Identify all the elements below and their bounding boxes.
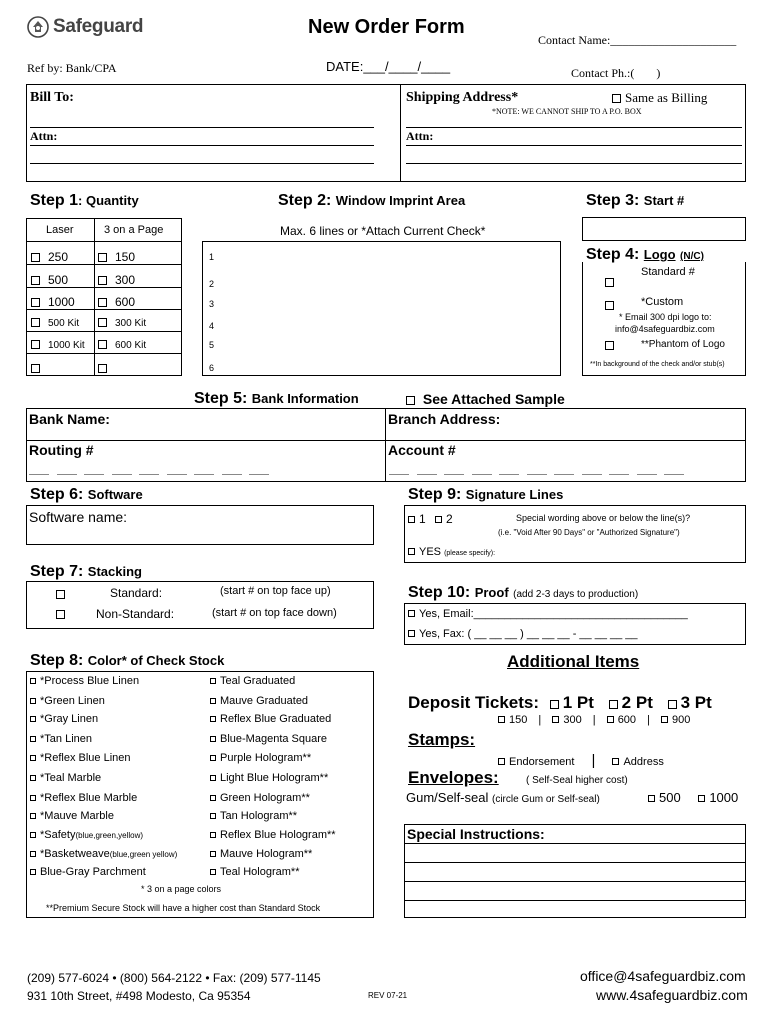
color-label: Purple Hologram** <box>220 752 312 764</box>
color-label: Mauve Graduated <box>220 695 309 707</box>
logo-text: Safeguard <box>53 16 144 37</box>
color-label: Light Blue Hologram** <box>220 772 329 784</box>
bank-info-box <box>26 408 746 482</box>
logo-standard-label: Standard # <box>641 266 695 278</box>
checkbox-icon[interactable] <box>30 775 36 781</box>
digit-blank[interactable] <box>112 474 132 475</box>
laser-option[interactable] <box>31 361 48 375</box>
three-page-qty: 300 Kit <box>115 318 147 329</box>
contact-phone-field[interactable] <box>571 66 660 81</box>
footer-rev: REV 07-21 <box>368 991 408 1000</box>
branch-address-label: Branch Address: <box>388 411 501 427</box>
step1-heading: Step 1: Quantity <box>30 192 139 209</box>
checkbox-icon[interactable] <box>56 590 65 599</box>
color-option[interactable] <box>210 752 311 764</box>
imprint-area-box[interactable] <box>202 241 561 376</box>
checkbox-icon[interactable] <box>210 795 216 801</box>
checkbox-icon[interactable] <box>210 832 216 838</box>
digit-blank[interactable] <box>554 474 574 475</box>
ship-attn-label: Attn: <box>406 129 434 143</box>
digit-blank[interactable] <box>249 474 269 475</box>
color-option[interactable] <box>30 810 114 822</box>
checkbox-icon[interactable] <box>98 340 107 349</box>
footer-web[interactable]: www.4safeguardbiz.com <box>596 987 748 1003</box>
row-divider <box>27 331 181 332</box>
imprint-line-number: 6 <box>209 363 215 373</box>
checkbox-icon[interactable] <box>98 276 107 285</box>
color-label: Mauve Hologram** <box>220 848 313 860</box>
three-page-option[interactable] <box>98 340 146 351</box>
same-as-billing-checkbox[interactable]: Same as Billing <box>612 90 707 106</box>
color-label: Green Hologram** <box>220 792 310 804</box>
footer-address: 931 10th Street, #498 Modesto, Ca 95354 <box>27 989 251 1003</box>
stacking-standard-label: Standard: <box>110 586 163 600</box>
contact-name-field[interactable]: Contact Name:_____________________ <box>538 33 737 47</box>
row-divider <box>27 353 181 354</box>
checkbox-icon[interactable] <box>408 610 415 617</box>
digit-blank[interactable] <box>222 474 242 475</box>
three-page-option[interactable] <box>98 295 135 309</box>
color-label: *Reflex Blue Linen <box>40 752 131 764</box>
checkbox-icon[interactable] <box>31 253 40 262</box>
col-3-on-page: 3 on a Page <box>104 224 164 236</box>
digit-blank[interactable] <box>609 474 629 475</box>
step6-heading: Step 6: Software <box>30 486 143 503</box>
deposit-1pt-checkbox[interactable] <box>550 700 559 709</box>
shipping-label: Shipping Address* <box>406 90 519 105</box>
color-option[interactable] <box>210 848 312 860</box>
color-label: Reflex Blue Graduated <box>220 713 332 725</box>
checkbox-icon[interactable] <box>408 630 415 637</box>
stamps-options: Endorsement | Address <box>498 752 664 769</box>
checkbox-icon[interactable] <box>408 548 415 555</box>
checkbox-icon[interactable] <box>210 755 216 761</box>
laser-qty: 250 <box>48 250 69 264</box>
checkbox-icon[interactable] <box>30 678 36 684</box>
env-500-checkbox[interactable] <box>648 795 655 802</box>
checkbox-icon[interactable] <box>210 678 216 684</box>
laser-qty: 500 Kit <box>48 318 80 329</box>
page-title: New Order Form <box>308 16 465 38</box>
color-option[interactable] <box>30 733 92 745</box>
color-option[interactable] <box>30 829 143 841</box>
stacking-nonstandard-note: (start # on top face down) <box>212 607 337 619</box>
digit-blank[interactable] <box>472 474 492 475</box>
envelopes-self-seal-note: ( Self-Seal higher cost) <box>526 775 628 786</box>
digit-blank[interactable] <box>637 474 657 475</box>
sig-special-wording: Special wording above or below the line(s)? <box>516 513 691 523</box>
logo-custom-checkbox[interactable] <box>605 298 618 312</box>
logo-phantom-label: **Phantom of Logo <box>641 339 725 350</box>
checkbox-icon[interactable] <box>30 716 36 722</box>
imprint-line-number: 3 <box>209 299 215 309</box>
color-label: Tan Hologram** <box>220 810 298 822</box>
imprint-max-note: Max. 6 lines or *Attach Current Check* <box>280 224 486 238</box>
bill-attn-label: Attn: <box>30 129 58 143</box>
software-name-label: Software name: <box>29 509 128 525</box>
logo-standard-checkbox[interactable] <box>605 275 618 289</box>
step5-heading: Step 5: Bank Information <box>194 390 359 407</box>
laser-qty: 1000 <box>48 295 75 309</box>
color-option[interactable] <box>30 675 139 687</box>
color-option[interactable] <box>30 848 177 860</box>
additional-items-title: Additional Items <box>507 652 640 671</box>
three-page-option[interactable] <box>98 361 115 375</box>
checkbox-icon[interactable] <box>98 364 107 373</box>
checkbox-icon[interactable] <box>30 736 36 742</box>
color-label: *Basketweave <box>40 848 110 860</box>
checkbox-icon[interactable] <box>31 318 40 327</box>
color-option[interactable] <box>210 733 327 745</box>
footer-email[interactable]: office@4safeguardbiz.com <box>580 968 746 984</box>
imprint-line-number: 1 <box>209 252 215 262</box>
qty-600-checkbox[interactable] <box>607 716 614 723</box>
sig-one-checkbox[interactable] <box>408 516 415 523</box>
checkbox-icon[interactable] <box>210 716 216 722</box>
po-box-note: *NOTE: WE CANNOT SHIP TO A P.O. BOX <box>492 107 642 116</box>
qty-300-checkbox[interactable] <box>552 716 559 723</box>
footer-phones: (209) 577-6024 • (800) 564-2122 • Fax: (209) 577-1145 <box>27 971 321 985</box>
row-divider <box>27 264 181 265</box>
color-label: *Gray Linen <box>40 713 99 725</box>
col-laser: Laser <box>46 224 74 236</box>
step2-heading: Step 2: Window Imprint Area <box>278 192 466 209</box>
color-option[interactable] <box>30 752 131 764</box>
envelope-qty-row: 500 1000 <box>648 790 738 805</box>
envelopes-label: Envelopes: <box>408 768 499 787</box>
color-label: *Reflex Blue Marble <box>40 792 138 804</box>
step4-heading: Step 4: Logo (N/C) <box>586 246 704 263</box>
digit-blank[interactable] <box>29 474 49 475</box>
digit-blank[interactable] <box>582 474 602 475</box>
color-option[interactable] <box>210 829 336 841</box>
color-option[interactable] <box>30 866 146 878</box>
color-label: *Safety <box>40 829 76 841</box>
checkbox-icon[interactable] <box>31 364 40 373</box>
checkbox-icon[interactable] <box>30 755 36 761</box>
address-checkbox[interactable] <box>612 758 619 765</box>
color-option[interactable] <box>210 675 295 687</box>
row-divider <box>27 287 181 288</box>
checkbox-icon[interactable] <box>30 851 36 857</box>
row-divider <box>27 309 181 310</box>
checkbox-icon[interactable] <box>30 813 36 819</box>
digit-blank[interactable] <box>444 474 464 475</box>
qty-900-checkbox[interactable] <box>661 716 668 723</box>
bill-to-label: Bill To: <box>30 90 74 105</box>
color-label: *Tan Linen <box>40 733 92 745</box>
color-option[interactable] <box>30 713 98 725</box>
deposit-tickets-row: Deposit Tickets: 1 Pt 2 Pt 3 Pt <box>408 693 712 712</box>
checkbox-icon[interactable] <box>605 301 614 310</box>
envelope-gum-row: Gum/Self-seal (circle Gum or Self-seal) <box>406 790 600 805</box>
digit-blank[interactable] <box>194 474 214 475</box>
checkbox-icon[interactable] <box>98 253 107 262</box>
step8-heading: Step 8: Color* of Check Stock <box>30 652 225 669</box>
color-label: *Process Blue Linen <box>40 675 140 687</box>
checkbox-icon[interactable] <box>31 340 40 349</box>
env-1000-checkbox[interactable] <box>698 795 705 802</box>
proof-fax-option[interactable]: Yes, Fax: ( __ __ __ ) __ __ __ - __ __ __ __ <box>408 628 638 640</box>
digit-blank[interactable] <box>84 474 104 475</box>
stacking-nonstandard-checkbox[interactable] <box>56 607 69 621</box>
sig-two-checkbox[interactable] <box>435 516 442 523</box>
safeguard-logo-icon <box>27 16 49 38</box>
color-option[interactable] <box>210 695 308 707</box>
checkbox-icon[interactable] <box>210 851 216 857</box>
qty-150-checkbox[interactable] <box>498 716 505 723</box>
digit-blank[interactable] <box>664 474 684 475</box>
step10-heading: Step 10: Proof (add 2-3 days to production) <box>408 584 639 601</box>
laser-option[interactable] <box>31 273 68 287</box>
checkbox-icon[interactable] <box>406 396 415 405</box>
laser-option[interactable] <box>31 318 79 329</box>
logo-phantom-checkbox[interactable] <box>605 338 618 352</box>
step7-heading: Step 7: Stacking <box>30 563 142 580</box>
sig-example: (i.e. "Void After 90 Days" or "Authorized Signature") <box>498 528 680 537</box>
checkbox-icon[interactable] <box>31 298 40 307</box>
checkbox-icon[interactable] <box>30 869 36 875</box>
contact-phone-label: Contact Ph.:( <box>571 66 635 80</box>
digit-blank[interactable] <box>389 474 409 475</box>
checkbox-icon[interactable] <box>30 832 36 838</box>
checkbox-icon[interactable] <box>210 698 216 704</box>
routing-label: Routing # <box>29 442 94 458</box>
laser-option[interactable] <box>31 295 75 309</box>
proof-email-option[interactable]: Yes, Email:___________________________________ <box>408 608 688 620</box>
ref-by: Ref by: Bank/CPA <box>27 61 117 75</box>
color-label: Blue-Magenta Square <box>220 733 328 745</box>
contact-phone-close: ) <box>656 66 661 80</box>
digit-blank[interactable] <box>527 474 547 475</box>
stacking-standard-note: (start # on top face up) <box>220 585 331 597</box>
checkbox-icon[interactable] <box>210 736 216 742</box>
digit-blank[interactable] <box>139 474 159 475</box>
deposit-3pt-checkbox[interactable] <box>668 700 677 709</box>
logo-email-address: info@4safeguardbiz.com <box>615 324 715 334</box>
step9-heading: Step 9: Signature Lines <box>408 486 564 503</box>
color-label: Blue-Gray Parchment <box>40 866 146 878</box>
color-option[interactable] <box>210 772 328 784</box>
checkbox-icon[interactable] <box>210 869 216 875</box>
color-note-premium: **Premium Secure Stock will have a higher cost than Standard Stock <box>46 903 321 913</box>
color-option[interactable] <box>30 772 101 784</box>
checkbox-icon[interactable] <box>605 341 614 350</box>
checkbox-icon[interactable] <box>98 318 107 327</box>
three-page-option[interactable] <box>98 250 135 264</box>
three-page-qty: 150 <box>115 250 136 264</box>
start-number-field[interactable] <box>582 217 746 241</box>
color-note: (blue,green yellow) <box>109 850 178 859</box>
checkbox-icon[interactable] <box>98 298 107 307</box>
bank-name-label: Bank Name: <box>29 411 110 427</box>
color-label: Reflex Blue Hologram** <box>220 829 336 841</box>
laser-qty: 500 <box>48 273 69 287</box>
imprint-line-number: 2 <box>209 279 215 289</box>
color-option[interactable] <box>210 713 331 725</box>
special-instructions-label: Special Instructions: <box>407 826 545 842</box>
account-label: Account # <box>388 442 456 458</box>
deposit-quantity-row: 150 | 300 | 600 | 900 <box>498 714 690 726</box>
checkbox-icon[interactable] <box>612 94 621 103</box>
logo-custom-label: *Custom <box>641 296 684 308</box>
laser-option[interactable] <box>31 250 68 264</box>
digit-blank[interactable] <box>417 474 437 475</box>
color-label: *Green Linen <box>40 695 105 707</box>
color-option[interactable] <box>210 810 297 822</box>
checkbox-icon[interactable] <box>31 276 40 285</box>
three-page-option[interactable] <box>98 273 135 287</box>
sig-yes-option[interactable]: YES (please specify): <box>408 546 495 558</box>
color-option[interactable] <box>30 792 137 804</box>
digit-blank[interactable] <box>57 474 77 475</box>
checkbox-icon[interactable] <box>56 610 65 619</box>
color-note: (blue,green,yellow) <box>75 831 144 840</box>
laser-qty: 1000 Kit <box>48 340 85 351</box>
three-page-option[interactable] <box>98 318 146 329</box>
checkbox-icon[interactable] <box>605 278 614 287</box>
sig-line-options: 1 2 <box>408 512 453 526</box>
checkbox-icon[interactable] <box>210 813 216 819</box>
laser-option[interactable] <box>31 340 85 351</box>
color-option[interactable] <box>30 695 105 707</box>
color-option[interactable] <box>210 866 299 878</box>
imprint-line-number: 4 <box>209 321 215 331</box>
logo-phantom-note: **In background of the check and/or stub(s) <box>590 361 725 368</box>
step3-heading: Step 3: Start # <box>586 192 685 209</box>
color-note-3page: * 3 on a page colors <box>141 884 222 894</box>
color-label: Teal Hologram** <box>220 866 300 878</box>
digit-blank[interactable] <box>167 474 187 475</box>
checkbox-icon[interactable] <box>210 775 216 781</box>
color-label: *Mauve Marble <box>40 810 114 822</box>
stamps-label: Stamps: <box>408 730 476 749</box>
color-option[interactable] <box>210 792 310 804</box>
see-attached-checkbox[interactable]: See Attached Sample <box>406 391 565 407</box>
stacking-nonstandard-label: Non-Standard: <box>96 607 175 621</box>
three-page-qty: 600 <box>115 295 136 309</box>
imprint-line-number: 5 <box>209 340 215 350</box>
checkbox-icon[interactable] <box>30 795 36 801</box>
date-field[interactable]: DATE:___/____/____ <box>326 59 451 74</box>
color-label: *Teal Marble <box>40 772 102 784</box>
stacking-standard-checkbox[interactable] <box>56 587 69 601</box>
digit-blank[interactable] <box>499 474 519 475</box>
three-page-qty: 600 Kit <box>115 340 147 351</box>
deposit-2pt-checkbox[interactable] <box>609 700 618 709</box>
endorsement-checkbox[interactable] <box>498 758 505 765</box>
logo-email-note: * Email 300 dpi logo to: <box>619 312 712 322</box>
color-label: Teal Graduated <box>220 675 296 687</box>
three-page-qty: 300 <box>115 273 136 287</box>
checkbox-icon[interactable] <box>30 698 36 704</box>
